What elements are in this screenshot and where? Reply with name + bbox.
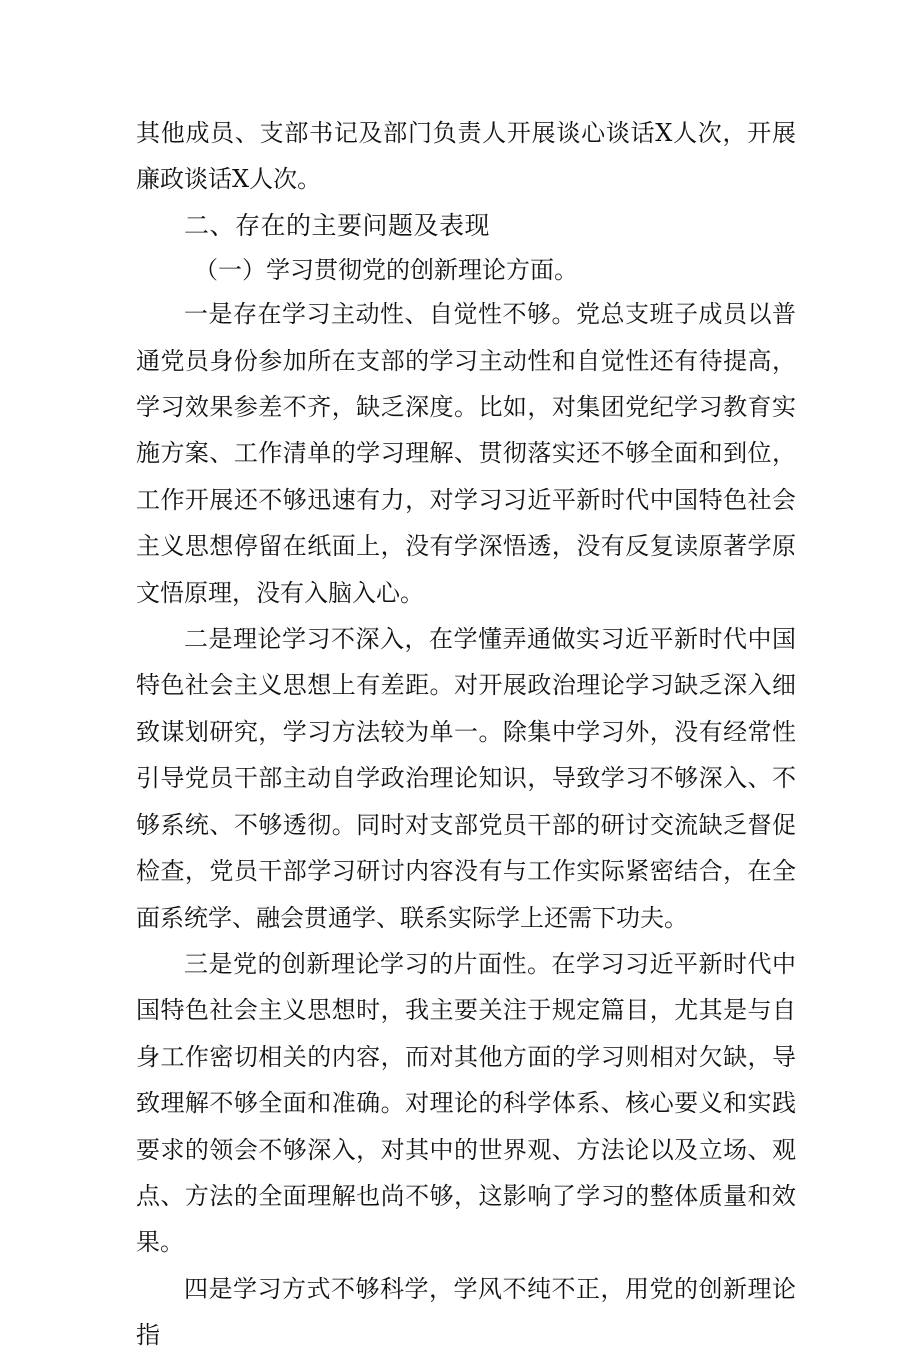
section-heading: 二、存在的主要问题及表现 [184, 210, 491, 240]
body-paragraph-2: 二是理论学习不深入，在学懂弄通做实习近平新时代中国特色社会主义思想上有差距。对开展政治理论学习缺乏深入细致谋划研究，学习方法较为单一。除集中学习外，没有经常性引导党员干部主动自学政治理论知识，导致学习不够深入、不够系统、不够透彻。同时对支部党员干部的研讨交流缺乏督促检查，党员干部学习研讨内容没有与工作实际紧密结合，在全面系统学、融会贯通学、联系实际学上还需下功夫。 [136, 625, 796, 932]
body-paragraph-continuation: 其他成员、支部书记及部门负责人开展谈心谈话X人次，开展廉政谈话X人次。 [136, 119, 796, 194]
body-paragraph-4: 四是学习方式不够科学，学风不纯不正，用党的创新理论指 [136, 1274, 796, 1350]
body-paragraph-1: 一是存在学习主动性、自觉性不够。党总支班子成员以普通党员身份参加所在支部的学习主动性和自觉性还有待提高，学习效果参差不齐，缺乏深度。比如，对集团党纪学习教育实施方案、工作清单的学习理解、贯彻落实还不够全面和到位，工作开展还不够迅速有力，对学习习近平新时代中国特色社会主义思想停留在纸面上，没有学深悟透，没有反复读原著学原文悟原理，没有入脑入心。 [136, 300, 796, 607]
subsection-heading: （一）学习贯彻党的创新理论方面。 [194, 256, 578, 285]
document-page [136, 110, 796, 1359]
body-paragraph-3: 三是党的创新理论学习的片面性。在学习习近平新时代中国特色社会主义思想时，我主要关注于规定篇目，尤其是与自身工作密切相关的内容，而对其他方面的学习则相对欠缺，导致理解不够全面和准确。对理论的科学体系、核心要义和实践要求的领会不够深入，对其中的世界观、方法论以及立场、观点、方法的全面理解也尚不够，这影响了学习的整体质量和效果。 [136, 949, 796, 1257]
